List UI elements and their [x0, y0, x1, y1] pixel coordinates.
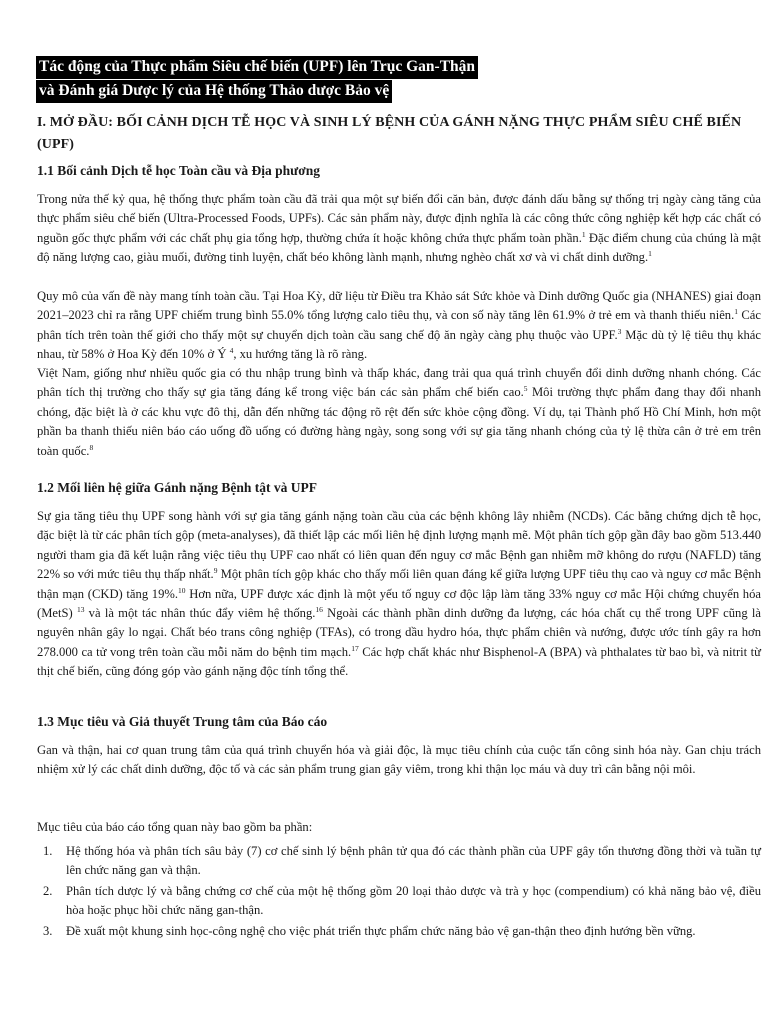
paragraph-1-1-c: Việt Nam, giống như nhiều quốc gia có thu nhập trung bình và thấp khác, đang trải qua quá trình chuyển đổi dinh dưỡng nhanh chóng. Các phân tích thị trường cho thấy sự gia tăng đáng kể trong việc bán các sản phẩm chế biến cao.$^5$ Môi trường thực phẩm đang thay đổi nhanh chóng, đặc biệt là ở các khu vực đô thị, dẫn đến những tác động rõ rệt đến sức khỏe cộng đồng. Ví dụ, tại Thành phố Hồ Chí Minh, hơn một phần ba thanh thiếu niên báo cáo uống đồ uống có đường hàng ngày, song song với sự gia tăng nhanh chóng của tỷ lệ thừa cân ở trẻ em trên toàn quốc.$^8$	[37, 366, 761, 458]
paragraph-1-1-a: Trong nửa thế kỷ qua, hệ thống thực phẩm toàn cầu đã trải qua một sự biến đổi căn bản, được đánh dấu bằng sự thống trị ngày càng tăng của thực phẩm siêu chế biến (Ultra-Processed Foods, UPFs). Các sản phẩm này, được định nghĩa là các công thức công nghiệp kết hợp các chất có nguồn gốc thực phẩm với các chất phụ gia tổng hợp, thường chứa ít hoặc không chứa thực phẩm toàn phần.$^1$ Đặc điểm chung của chúng là mật độ năng lượng cao, giàu muối, đường tinh luyện, chất béo không lành mạnh, nhưng nghèo chất xơ và vi chất dinh dưỡng.$^1$	[37, 192, 761, 265]
paragraph-1-1-b: Quy mô của vấn đề này mang tính toàn cầu. Tại Hoa Kỳ, dữ liệu từ Điều tra Khảo sát Sức khỏe và Dinh dưỡng Quốc gia (NHANES) giai đoạn 2021–2023 chỉ ra rằng UPF chiếm trung bình 55.0% tổng lượng calo tiêu thụ, và con số này tăng lên 61.9% ở trẻ em và thanh thiếu niên.$^1$ Các phân tích trên toàn thế giới cho thấy một sự chuyển dịch toàn cầu sang chế độ ăn ngày càng phụ thuộc vào UPF.$^3$ Mặc dù tỷ lệ tiêu thụ khác nhau, từ 58% ở Hoa Kỳ đến 10% ở Ý $^4$, xu hướng tăng là rõ ràng.	[37, 289, 761, 362]
section-heading-1: I. MỞ ĐẦU: BỐI CẢNH DỊCH TỄ HỌC VÀ SINH LÝ BỆNH CỦA GÁNH NẶNG THỰC PHẨM SIÊU CHẾ BIẾN (UPF)	[37, 115, 742, 152]
objectives-list	[37, 842, 761, 942]
subsection-heading-1-1: 1.1 Bối cảnh Dịch tễ học Toàn cầu và Địa phương	[37, 163, 321, 178]
subsection-heading-1-2: 1.2 Mối liên hệ giữa Gánh nặng Bệnh tật và UPF	[37, 480, 317, 495]
subsection-heading-1-3: 1.3 Mục tiêu và Giả thuyết Trung tâm của Báo cáo	[37, 714, 328, 729]
paragraph-1-3-b: Mục tiêu của báo cáo tổng quan này bao gồm ba phần:	[37, 820, 313, 834]
list-item: 3. Đề xuất một khung sinh học-công nghệ cho việc phát triển thực phẩm chức năng bảo vệ gan-thận theo định hướng bền vững.	[43, 923, 696, 938]
paragraph-1-3-a: Gan và thận, hai cơ quan trung tâm của quá trình chuyển hóa và giải độc, là mục tiêu chính của cuộc tấn công sinh hóa này. Gan chịu trách nhiệm xử lý các chất dinh dưỡng, độc tố và các sản phẩm trung gian gây viêm, trong khi thận lọc máu và duy trì cân bằng nội môi.	[37, 743, 761, 777]
document-title-line-1: Tác động của Thực phẩm Siêu chế biến (UPF) lên Trục Gan-Thận	[36, 56, 478, 79]
paragraph-1-2: Sự gia tăng tiêu thụ UPF song hành với sự gia tăng gánh nặng toàn cầu của các bệnh không lây nhiễm (NCDs). Các bằng chứng dịch tễ học, đặc biệt là từ các phân tích gộp (meta-analyses), đã thiết lập các mối liên hệ định lượng mạnh mẽ. Một phân tích gộp gần đây bao gồm 513.440 người tham gia đã kết luận rằng việc tiêu thụ UPF cao nhất có liên quan đến nguy cơ mắc Bệnh gan nhiễm mỡ không do rượu (NAFLD) tăng 22% so với mức tiêu thụ thấp nhất.$^9$ Một phân tích gộp khác cho thấy mối liên quan đáng kể giữa lượng UPF tiêu thụ cao và nguy cơ mắc Bệnh thận mạn (CKD) tăng 19%.$^{10}$ Hơn nữa, UPF được xác định là một yếu tố nguy cơ độc lập làm tăng 33% nguy cơ mắc Hội chứng chuyển hóa (MetS) $^{13}$ và là một tác nhân thúc đẩy viêm hệ thống.$^{16}$ Ngoài các thành phần dinh dưỡng đa lượng, các hóa chất cụ thể trong UPF cũng là nguyên nhân gây lo ngại. Chất béo trans công nghiệp (TFAs), có trong dầu hydro hóa, thực phẩm chiên và nướng, được ước tính gây ra hơn 278.000 ca tử vong trên toàn cầu mỗi năm do bệnh tim mạch.$^{17}$ Các hợp chất khác như Bisphenol-A (BPA) và phthalates từ bao bì, và nitrit từ thịt chế biến, cũng đóng góp vào gánh nặng độc tính tổng thể.	[37, 509, 762, 679]
list-item: 2. Phân tích dược lý và bằng chứng cơ chế của một hệ thống gồm 20 loại thảo dược và trà y học (compendium) có khả năng bảo vệ, điều hòa hoặc phục hồi chức năng gan-thận.	[43, 883, 761, 918]
document-title-line-2: và Đánh giá Dược lý của Hệ thống Thảo dược Bảo vệ	[36, 80, 392, 103]
list-item: 1. Hệ thống hóa và phân tích sâu bảy (7) cơ chế sinh lý bệnh phân tử qua đó các thành phần của UPF gây tổn thương đồng thời và tuần tự lên chức năng gan và thận.	[43, 844, 761, 878]
